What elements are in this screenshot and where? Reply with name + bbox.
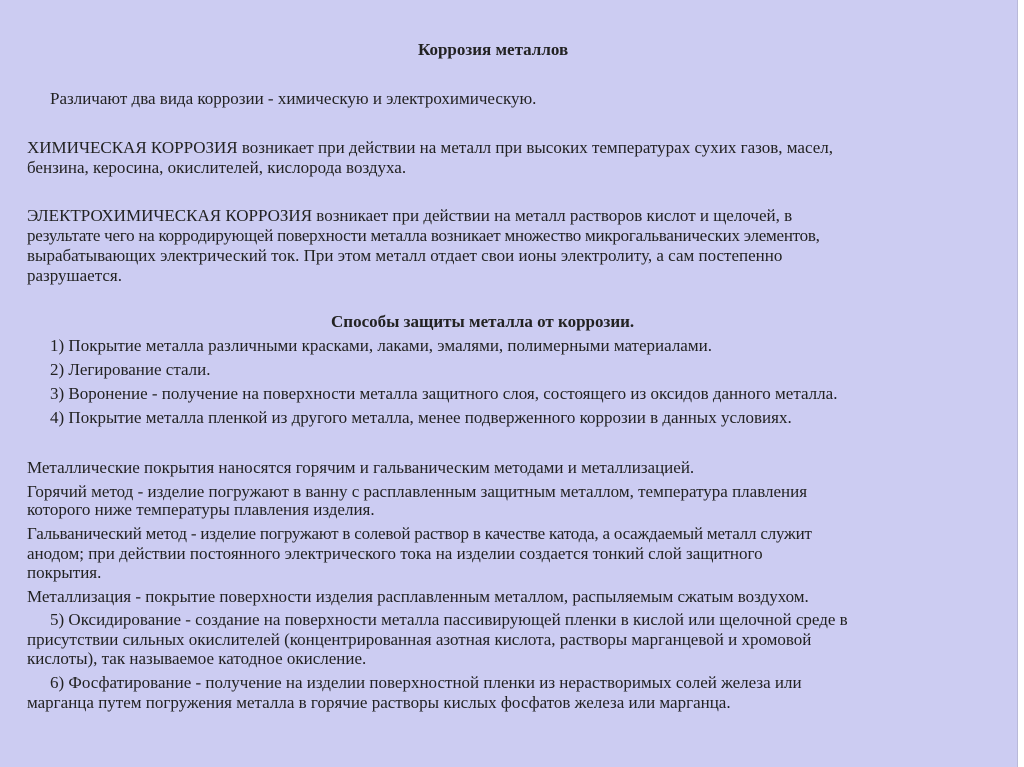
metallization-text: Металлизация - покрытие поверхности изделия расплавленным металлом, распыляемым сжатым воздухом. [27, 587, 809, 606]
protection-item-1: 1) Покрытие металла различными красками, лаками, эмалями, полимерными материалами. [50, 336, 712, 355]
electro-term: ЭЛЕКТРОХИМИЧЕСКАЯ КОРРОЗИЯ [27, 206, 313, 225]
galvanic-line-3: покрытия. [27, 563, 102, 582]
coatings-intro: Металлические покрытия наносятся горячим и гальваническим методами и металлизацией. [27, 458, 695, 477]
hot-method-line-1: Горячий метод - изделие погружают в ванну с расплавленным защитным металлом, температура плавления [27, 482, 808, 501]
oxidation-line-1: 5) Оксидирование - создание на поверхности металла пассивирующей пленки в кислой или щелочной среде в [50, 610, 848, 629]
chemical-term: ХИМИЧЕСКАЯ КОРРОЗИЯ [27, 138, 238, 157]
galvanic-line-2: анодом; при действии постоянного электрического тока на изделии создается тонкий слой защитного [27, 544, 763, 563]
electro-line-2: результате чего на корродирующей поверхности металла возникает множество микрогальванических элементов, [27, 226, 820, 245]
protection-item-4: 4) Покрытие металла пленкой из другого металла, менее подверженного коррозии в данных условиях. [50, 408, 792, 427]
electro-text-1: возникает при действии на металл растворов кислот и щелочей, в [312, 206, 793, 225]
page-title: Коррозия металлов [418, 40, 569, 59]
oxidation-line-2: присутствии сильных окислителей (концентрированная азотная кислота, растворы марганцевой и хромовой [27, 630, 812, 649]
hot-method-line-2: которого ниже температуры плавления изделия. [27, 500, 375, 519]
electro-line-3: вырабатывающих электрический ток. При этом металл отдает свои ионы электролиту, а сам постепенно [27, 246, 783, 265]
protection-heading: Способы защиты металла от коррозии. [331, 312, 635, 331]
electro-line-1 [27, 207, 792, 225]
galvanic-line-1: Гальванический метод - изделие погружают в солевой раствор в качестве катода, а осаждаемый металл служит [27, 524, 812, 543]
electro-line-4: разрушается. [27, 266, 122, 285]
chemical-line-1 [27, 139, 833, 157]
chemical-text-1: возникает при действии на металл при высоких температурах сухих газов, масел, [237, 138, 833, 157]
protection-item-3: 3) Воронение - получение на поверхности металла защитного слоя, состоящего из оксидов данного металла. [50, 384, 838, 403]
phosphating-line-1: 6) Фосфатирование - получение на изделии поверхностной пленки из нерастворимых солей железа или [50, 673, 802, 692]
phosphating-line-2: марганца путем погружения металла в горячие растворы кислых фосфатов железа или марганца. [27, 693, 731, 712]
oxidation-line-3: кислоты), так называемое катодное окисление. [27, 649, 367, 668]
intro-text: Различают два вида коррозии - химическую и электрохимическую. [50, 89, 537, 108]
chemical-line-2: бензина, керосина, окислителей, кислорода воздуха. [27, 158, 407, 177]
protection-item-2: 2) Легирование стали. [50, 360, 211, 379]
